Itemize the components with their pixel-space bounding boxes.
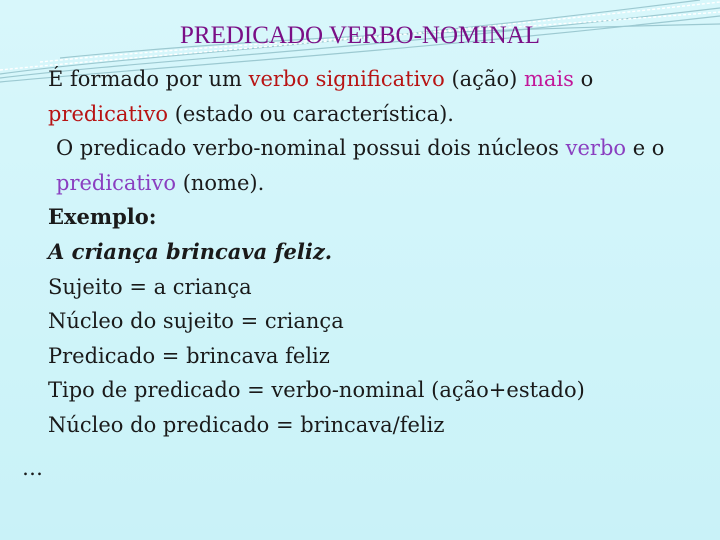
analysis-line-nucleo-predicado: Núcleo do predicado = brincava/feliz bbox=[48, 412, 445, 437]
highlight-verbo-significativo: verbo significativo bbox=[248, 67, 445, 91]
analysis-line-sujeito: Sujeito = a criança bbox=[48, 274, 252, 299]
exemplo-label: Exemplo: bbox=[48, 204, 157, 230]
ellipsis: … bbox=[22, 456, 43, 480]
text-span: (ação) bbox=[444, 67, 524, 91]
text-span: o bbox=[573, 67, 594, 91]
text-span: (estado ou característica). bbox=[168, 101, 454, 126]
highlight-mais: mais bbox=[523, 67, 574, 91]
definition-paragraph bbox=[48, 62, 698, 131]
highlight-predicativo: predicativo bbox=[48, 101, 169, 126]
content-body bbox=[48, 62, 698, 443]
text-span: É formado por um bbox=[48, 67, 249, 91]
analysis-line-tipo-predicado: Tipo de predicado = verbo-nominal (ação+estado) bbox=[48, 378, 585, 403]
text-span: O predicado verbo-nominal possui dois núcleos bbox=[56, 136, 566, 161]
highlight-verbo: verbo bbox=[565, 136, 627, 161]
analysis-line-nucleo-sujeito: Núcleo do sujeito = criança bbox=[48, 309, 344, 334]
text-span: e o bbox=[626, 136, 665, 161]
page-title: PREDICADO VERBO-NOMINAL bbox=[180, 22, 540, 49]
example-sentence: A criança brincava feliz. bbox=[48, 238, 333, 264]
nucleos-paragraph bbox=[48, 131, 698, 200]
analysis-line-predicado: Predicado = brincava feliz bbox=[48, 343, 330, 368]
highlight-predicativo-nome: predicativo bbox=[56, 170, 177, 195]
text-span: (nome). bbox=[176, 170, 265, 195]
